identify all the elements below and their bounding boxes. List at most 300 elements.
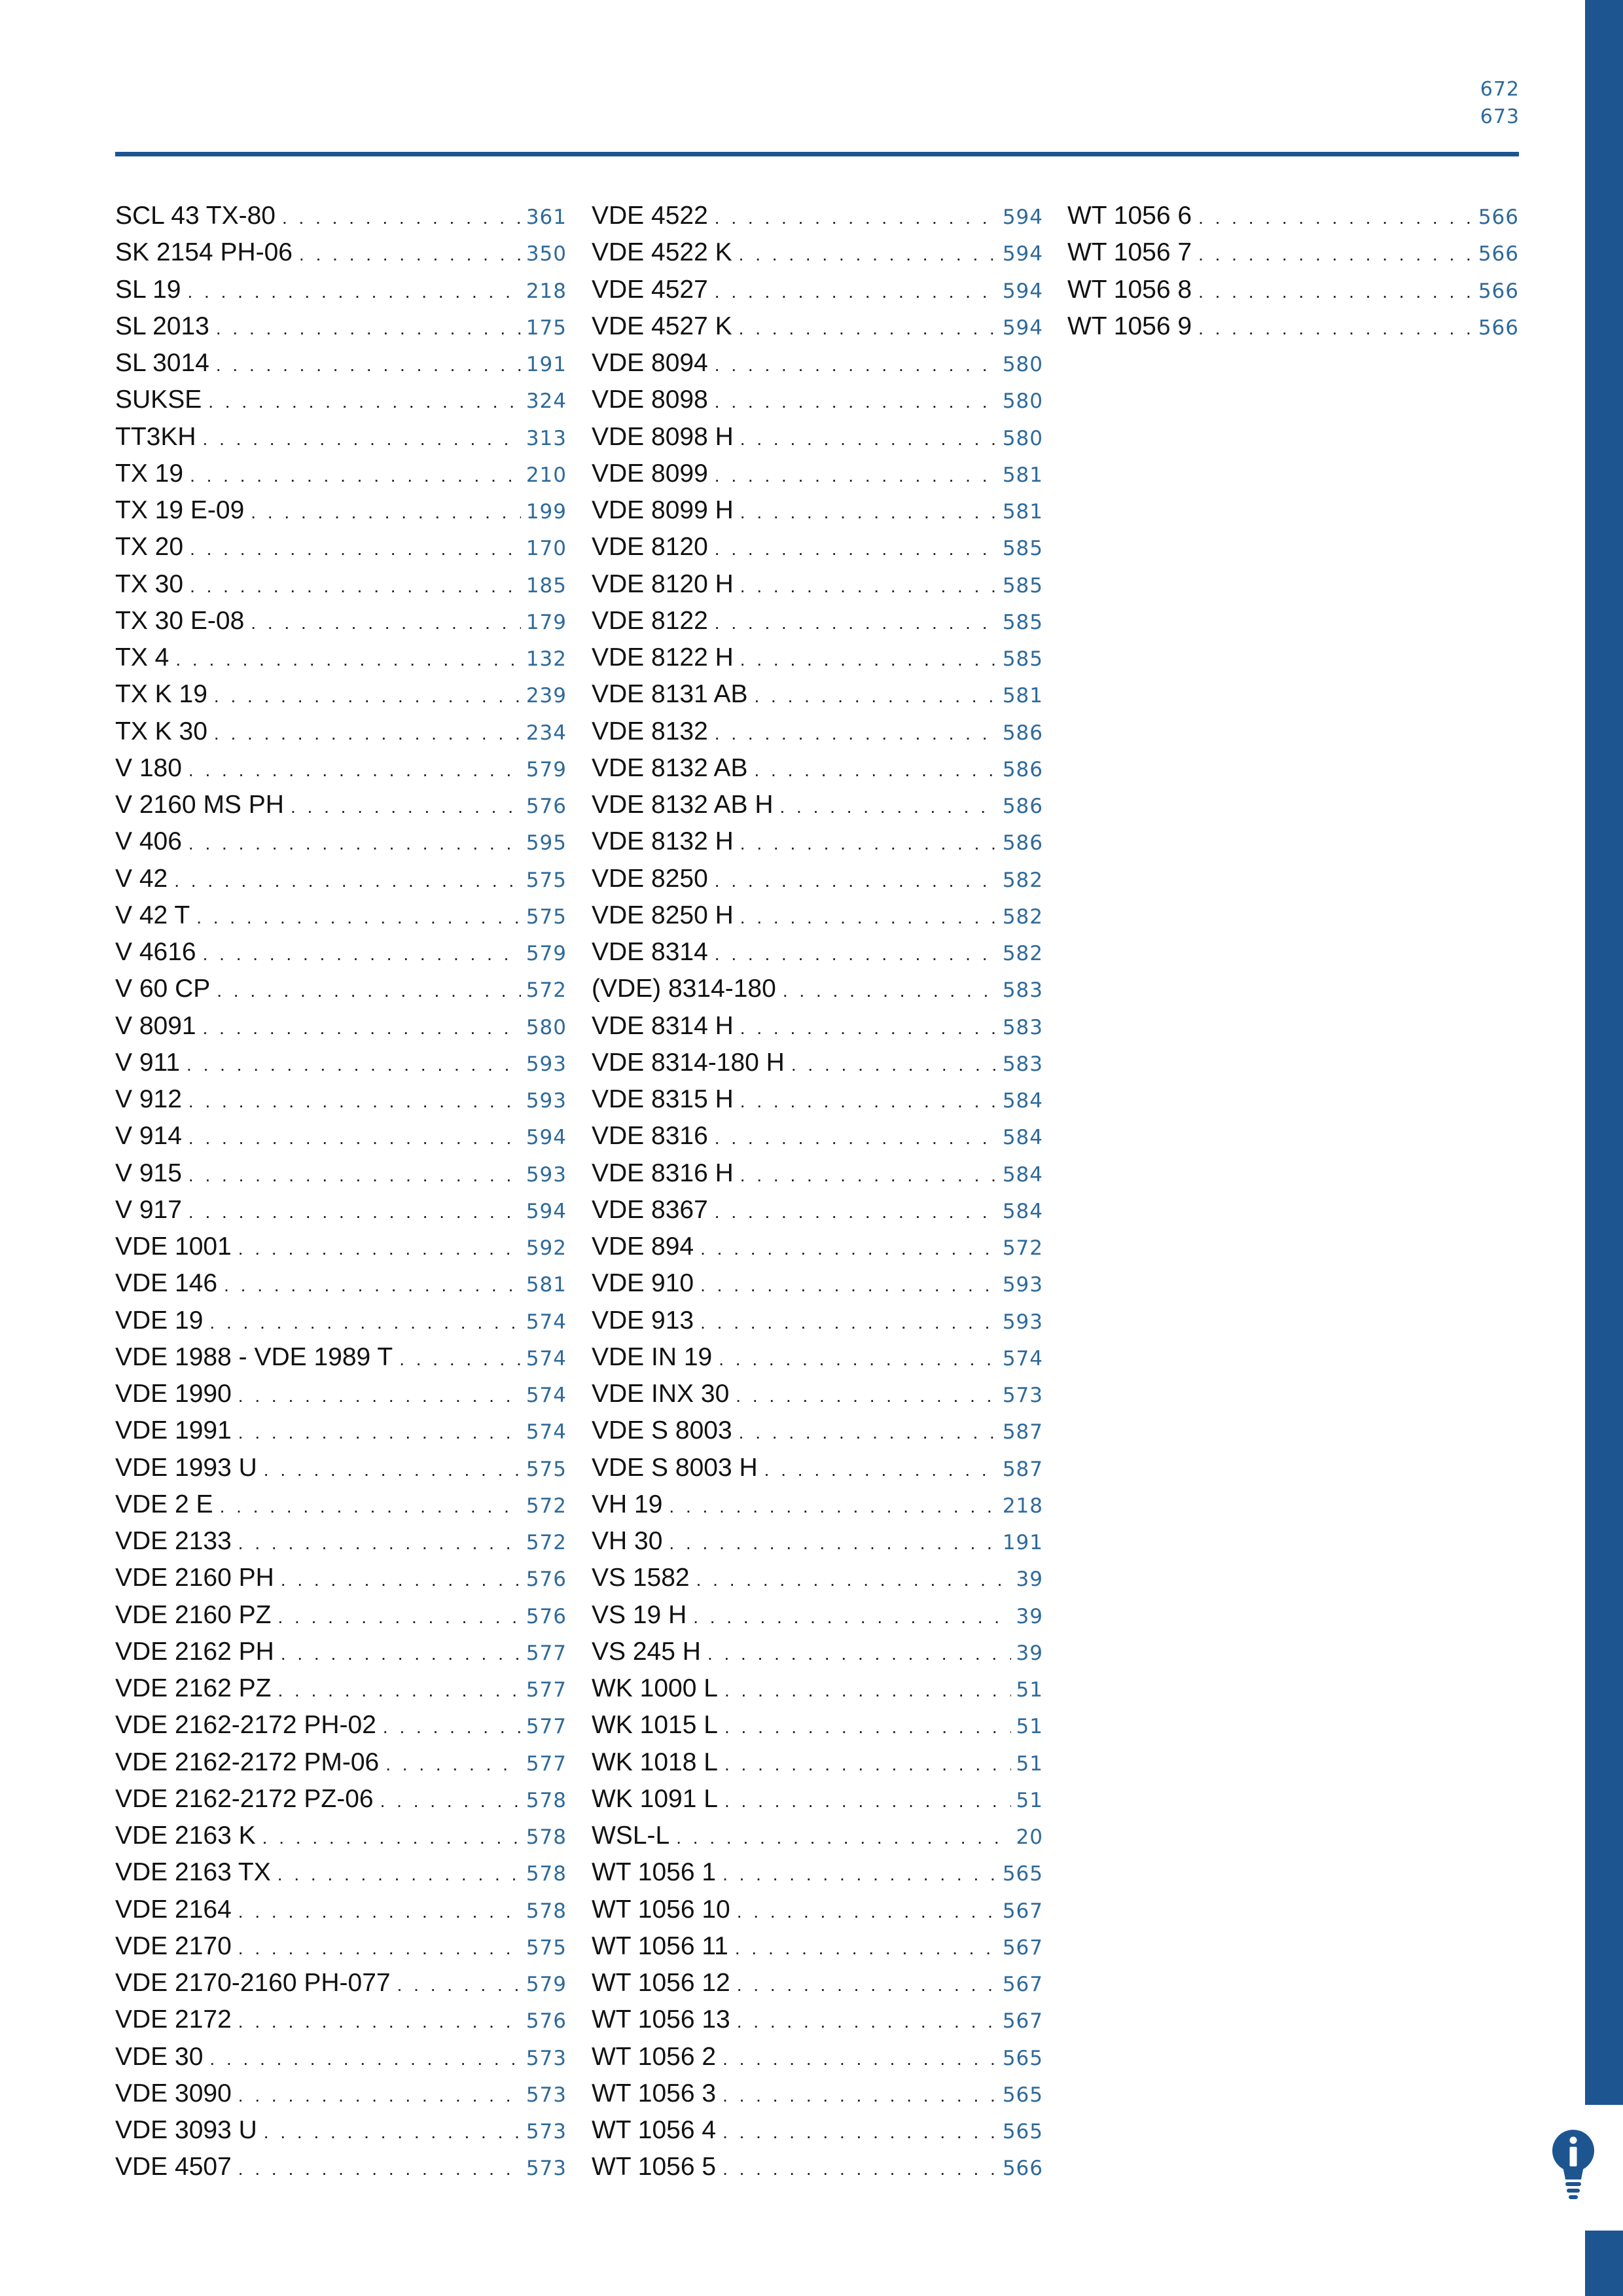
index-term: WK 1015 L — [592, 1711, 718, 1740]
index-term: VDE 1990 — [115, 1380, 232, 1408]
dot-leader — [238, 1238, 521, 1259]
dot-leader — [214, 686, 521, 707]
index-term: VDE 1993 U — [115, 1453, 257, 1482]
dot-leader — [740, 649, 997, 670]
index-page-number: 578 — [526, 1899, 567, 1923]
index-term: VDE 8132 H — [592, 827, 734, 856]
index-page-number: 594 — [1002, 315, 1043, 340]
index-entry — [115, 1416, 567, 1453]
index-page-number: 572 — [526, 1494, 567, 1518]
dot-leader — [281, 1570, 521, 1590]
index-term: V 911 — [115, 1048, 181, 1077]
index-page-number: 586 — [1002, 721, 1043, 745]
index-entry — [592, 1638, 1043, 1674]
index-page-number: 324 — [526, 389, 567, 414]
index-entry — [115, 680, 567, 717]
index-entry — [115, 1638, 567, 1674]
index-term: VDE 4522 K — [592, 238, 732, 267]
index-term: VDE 8314 H — [592, 1011, 734, 1040]
index-page-number: 577 — [526, 1678, 567, 1702]
index-entry — [592, 1306, 1043, 1343]
index-page-number: 51 — [1016, 1788, 1043, 1812]
index-term: VDE 8250 H — [592, 901, 734, 929]
index-page-number: 594 — [526, 1199, 567, 1223]
index-page-number: 175 — [526, 315, 567, 340]
index-term: TT3KH — [115, 422, 196, 451]
index-entry — [115, 1269, 567, 1306]
index-page-number: 20 — [1016, 1825, 1043, 1849]
index-term: VDE 8315 H — [592, 1085, 734, 1113]
dot-leader — [700, 1238, 997, 1259]
dot-leader — [715, 723, 997, 744]
dot-leader — [791, 1054, 997, 1075]
dot-leader — [208, 391, 521, 412]
index-page-number: 582 — [1002, 942, 1043, 965]
index-entry — [592, 202, 1043, 238]
index-page-number: 350 — [526, 242, 567, 266]
dot-leader — [264, 2122, 521, 2143]
index-entry — [115, 349, 567, 386]
index-term: VDE 8132 AB — [592, 753, 748, 782]
index-term: VDE 8316 H — [592, 1158, 734, 1187]
dot-leader — [188, 760, 521, 781]
index-entry — [592, 901, 1043, 938]
index-page-number: 578 — [526, 1788, 567, 1812]
dot-leader — [724, 1680, 1011, 1701]
dot-leader — [722, 2122, 997, 2143]
index-entry — [115, 1085, 567, 1122]
index-page-number: 218 — [1002, 1494, 1043, 1518]
index-entry — [592, 2043, 1043, 2079]
index-term: VH 19 — [592, 1490, 663, 1518]
index-entry — [592, 1674, 1043, 1711]
index-term: VDE S 8003 H — [592, 1453, 758, 1482]
index-page-number: 593 — [526, 1089, 567, 1113]
index-page-number: 575 — [526, 1457, 567, 1481]
index-entry — [592, 276, 1043, 312]
dot-leader — [238, 2011, 521, 2032]
index-page-number: 574 — [526, 1420, 567, 1444]
index-entry — [115, 865, 567, 901]
index-term: WT 1056 12 — [592, 1969, 730, 1997]
index-page-number: 579 — [526, 757, 567, 781]
index-term: VDE 2160 PH — [115, 1564, 274, 1592]
dot-leader — [1198, 281, 1473, 302]
dot-leader — [385, 1754, 521, 1775]
page-number-right: 673 — [1480, 105, 1520, 128]
dot-leader — [755, 686, 997, 707]
index-page-number: 577 — [526, 1641, 567, 1665]
dot-leader — [203, 429, 521, 450]
index-entry — [592, 2005, 1043, 2042]
index-term: TX 19 E-09 — [115, 496, 245, 524]
dot-leader — [740, 1165, 997, 1186]
index-page-number: 567 — [1002, 2009, 1043, 2034]
dot-leader — [715, 281, 997, 302]
dot-leader — [783, 980, 997, 1001]
index-term: VDE S 8003 — [592, 1416, 732, 1445]
index-term: WT 1056 6 — [1067, 202, 1192, 230]
index-term: V 2160 MS PH — [115, 791, 284, 819]
index-page-number: 170 — [526, 537, 567, 561]
dot-leader — [216, 318, 521, 339]
index-term: VDE 913 — [592, 1306, 694, 1335]
index-page-number: 567 — [1002, 1973, 1043, 1996]
dot-leader — [669, 1533, 997, 1554]
index-term: TX K 19 — [115, 680, 207, 709]
index-entry — [115, 570, 567, 607]
index-entry — [592, 1821, 1043, 1858]
index-page-number: 581 — [1002, 500, 1043, 524]
index-term: TX K 30 — [115, 717, 207, 745]
index-term: VDE 2133 — [115, 1527, 232, 1555]
dot-leader — [780, 797, 997, 817]
index-page-number: 581 — [526, 1273, 567, 1297]
index-page-number: 234 — [526, 721, 567, 745]
index-entry — [115, 1785, 567, 1821]
index-entry — [592, 1012, 1043, 1049]
dot-leader — [238, 1533, 521, 1554]
index-page-number: 574 — [1002, 1346, 1043, 1371]
index-page-number: 239 — [526, 684, 567, 708]
index-entry — [592, 423, 1043, 459]
index-term: VDE 1001 — [115, 1232, 232, 1261]
index-entry — [115, 459, 567, 496]
dot-leader — [735, 1938, 997, 1959]
index-term: V 406 — [115, 827, 182, 856]
dot-leader — [209, 2049, 520, 2070]
index-term: VS 19 H — [592, 1600, 687, 1629]
index-term: VDE 1988 - VDE 1989 T — [115, 1342, 393, 1371]
index-term: SL 19 — [115, 275, 181, 304]
index-page-number: 185 — [526, 573, 567, 598]
dot-leader — [739, 318, 997, 339]
dot-leader — [174, 870, 521, 891]
index-term: VDE 2162-2172 PZ-06 — [115, 1784, 374, 1813]
dot-leader — [238, 1386, 521, 1407]
dot-leader — [262, 1827, 521, 1848]
index-page-number: 579 — [526, 1973, 567, 1996]
index-page-number: 565 — [1002, 2083, 1043, 2107]
dot-leader — [188, 1165, 521, 1186]
index-entry — [592, 1748, 1043, 1785]
dot-leader — [724, 1791, 1011, 1812]
index-term: VDE 4527 K — [592, 312, 732, 340]
index-entry — [115, 1232, 567, 1269]
index-entry — [115, 423, 567, 459]
index-term: VDE 8314-180 H — [592, 1048, 785, 1077]
page-number-left: 672 — [1480, 78, 1520, 101]
index-page-number: 565 — [1002, 2120, 1043, 2144]
index-term: VDE 19 — [115, 1306, 204, 1335]
index-entry — [115, 2153, 567, 2189]
index-term: VDE 2163 TX — [115, 1858, 271, 1887]
index-term: VDE 2 E — [115, 1490, 213, 1518]
index-term: VS 245 H — [592, 1637, 701, 1666]
dot-leader — [755, 760, 997, 781]
dot-leader — [203, 944, 521, 965]
index-entry — [592, 754, 1043, 791]
dot-leader — [238, 2085, 521, 2106]
index-term: VDE 146 — [115, 1269, 218, 1298]
index-term: WK 1018 L — [592, 1748, 718, 1776]
index-term: VDE 2172 — [115, 2005, 232, 2034]
dot-leader — [722, 2085, 997, 2106]
index-page-number: 593 — [1002, 1273, 1043, 1297]
dot-leader — [190, 465, 521, 486]
dot-leader — [277, 1680, 520, 1701]
dot-leader — [739, 244, 997, 265]
index-page-number: 567 — [1002, 1935, 1043, 1960]
index-term: WT 1056 4 — [592, 2116, 717, 2144]
index-term: VDE 4527 — [592, 275, 708, 304]
index-page-number: 132 — [526, 647, 567, 671]
dot-leader — [715, 1202, 997, 1223]
index-page-number: 582 — [1002, 905, 1043, 929]
dot-leader — [399, 1349, 521, 1370]
index-page-number: 361 — [526, 206, 567, 229]
index-entry — [592, 1711, 1043, 1748]
index-page-number: 575 — [526, 1935, 567, 1960]
dot-leader — [715, 207, 997, 228]
index-page-number: 566 — [1478, 315, 1519, 340]
index-entry — [592, 1785, 1043, 1821]
index-page-number: 51 — [1016, 1715, 1043, 1739]
dot-leader — [722, 1864, 997, 1885]
index-term: WT 1056 10 — [592, 1895, 730, 1924]
index-term: VDE 8098 — [592, 386, 708, 414]
index-page-number: 586 — [1002, 757, 1043, 781]
index-entry — [115, 1858, 567, 1895]
dot-leader — [740, 576, 997, 597]
index-page-number: 584 — [1002, 1162, 1043, 1187]
dot-leader — [188, 1202, 521, 1223]
index-page-number: 572 — [526, 1531, 567, 1554]
index-entry — [115, 1159, 567, 1196]
dot-leader — [299, 244, 521, 265]
index-page-number: 587 — [1002, 1457, 1043, 1481]
index-term: WT 1056 7 — [1067, 238, 1192, 267]
index-entry — [115, 2079, 567, 2116]
index-term: VDE 8094 — [592, 349, 708, 377]
index-page-number: 39 — [1016, 1604, 1043, 1628]
dot-leader — [397, 1975, 521, 1996]
index-term: TX 20 — [115, 533, 184, 562]
dot-leader — [722, 2159, 997, 2179]
dot-leader — [380, 1791, 521, 1812]
index-entry — [592, 1932, 1043, 1969]
index-page-number: 566 — [1478, 242, 1519, 266]
index-entry — [1067, 312, 1519, 349]
index-entry — [115, 1932, 567, 1969]
index-term: WT 1056 5 — [592, 2153, 717, 2181]
dot-leader — [203, 1018, 521, 1039]
index-term: V 917 — [115, 1195, 182, 1224]
index-entry — [115, 238, 567, 275]
index-entry — [592, 1232, 1043, 1269]
dot-leader — [740, 1018, 997, 1039]
dot-leader — [724, 1754, 1011, 1775]
index-page-number: 585 — [1002, 537, 1043, 561]
index-page-number: 593 — [526, 1052, 567, 1076]
index-page-number: 584 — [1002, 1126, 1043, 1150]
index-term: V 60 CP — [115, 975, 211, 1003]
dot-leader — [715, 355, 997, 376]
index-term: WK 1091 L — [592, 1784, 718, 1813]
index-page-number: 191 — [1002, 1531, 1043, 1554]
dot-leader — [187, 281, 520, 302]
index-term: VDE 8122 H — [592, 643, 734, 672]
index-term: VDE 8099 H — [592, 496, 734, 524]
index-entry — [592, 1454, 1043, 1490]
index-entry — [592, 791, 1043, 827]
index-term: WT 1056 2 — [592, 2042, 717, 2071]
index-entry — [115, 1821, 567, 1858]
dot-leader — [669, 1496, 997, 1517]
dot-leader — [277, 1607, 520, 1628]
index-term: VDE 8122 — [592, 606, 708, 635]
index-term: TX 19 — [115, 459, 184, 488]
index-entry — [592, 459, 1043, 496]
index-entry — [592, 717, 1043, 754]
index-page-number: 579 — [526, 942, 567, 965]
index-page-number: 51 — [1016, 1751, 1043, 1776]
index-entry — [592, 1085, 1043, 1122]
index-entry — [115, 2116, 567, 2153]
index-page-number: 210 — [526, 463, 567, 487]
index-page-number: 578 — [526, 1862, 567, 1886]
index-column-3 — [1067, 202, 1519, 349]
index-entry — [115, 1711, 567, 1748]
index-column-1 — [115, 202, 567, 2190]
index-page-number: 593 — [1002, 1310, 1043, 1334]
index-page-number: 586 — [1002, 795, 1043, 818]
info-bulb-icon — [1548, 2128, 1598, 2202]
dot-leader — [737, 1975, 997, 1996]
index-term: WK 1000 L — [592, 1674, 718, 1702]
dot-leader — [740, 429, 997, 450]
dot-leader — [238, 1938, 521, 1959]
dot-leader — [740, 907, 997, 928]
index-entry — [592, 2153, 1043, 2189]
index-entry — [115, 1564, 567, 1600]
index-page-number: 594 — [526, 1126, 567, 1150]
index-entry — [115, 1122, 567, 1158]
index-entry — [592, 386, 1043, 422]
index-page-number: 593 — [526, 1162, 567, 1187]
index-page-number: 576 — [526, 1604, 567, 1628]
index-entry — [115, 1895, 567, 1932]
index-entry — [592, 1196, 1043, 1232]
index-entry — [592, 1122, 1043, 1158]
index-page-number: 573 — [526, 2083, 567, 2107]
index-term: V 912 — [115, 1085, 182, 1113]
dot-leader — [740, 1091, 997, 1112]
index-entry — [592, 680, 1043, 717]
index-entry — [592, 570, 1043, 607]
index-term: SCL 43 TX-80 — [115, 202, 276, 230]
dot-leader — [238, 2159, 521, 2179]
index-page-number: 51 — [1016, 1678, 1043, 1702]
index-entry — [115, 1012, 567, 1049]
index-entry — [115, 1454, 567, 1490]
index-term: VS 1582 — [592, 1564, 690, 1592]
index-term: WSL-L — [592, 1821, 670, 1850]
index-term: VDE 2162-2172 PH-02 — [115, 1711, 376, 1740]
index-page-number: 39 — [1016, 1568, 1043, 1592]
index-entry — [592, 1490, 1043, 1527]
index-page-number: 585 — [1002, 610, 1043, 634]
dot-leader — [715, 1128, 997, 1149]
index-entry — [115, 1343, 567, 1380]
dot-leader — [238, 1422, 521, 1443]
index-page-number: 585 — [1002, 573, 1043, 598]
index-entry — [592, 533, 1043, 569]
index-page-number: 575 — [526, 905, 567, 929]
index-term: VDE 8131 AB — [592, 680, 748, 709]
dot-leader — [190, 539, 521, 560]
index-entry — [592, 2079, 1043, 2116]
index-entry — [115, 1674, 567, 1711]
index-page-number: 573 — [526, 2120, 567, 2144]
dot-leader — [190, 576, 521, 597]
index-term: VDE 8314 — [592, 938, 708, 966]
index-entry — [592, 238, 1043, 275]
index-page-number: 578 — [526, 1825, 567, 1849]
index-term: VDE 2160 PZ — [115, 1600, 272, 1629]
dot-leader — [196, 907, 521, 928]
dot-leader — [700, 1312, 997, 1333]
index-term: VDE INX 30 — [592, 1380, 730, 1408]
dot-leader — [737, 2011, 997, 2032]
index-page-number: 594 — [1002, 279, 1043, 303]
dot-leader — [724, 1717, 1011, 1738]
index-page-number: 583 — [1002, 978, 1043, 1003]
dot-leader — [1198, 318, 1473, 339]
index-entry — [592, 1049, 1043, 1085]
index-entry — [115, 312, 567, 349]
index-term: V 4616 — [115, 938, 196, 966]
index-entry — [592, 1416, 1043, 1453]
index-page-number: 583 — [1002, 1015, 1043, 1039]
index-entry — [115, 975, 567, 1011]
index-page-number: 313 — [526, 426, 567, 450]
index-entry — [115, 1527, 567, 1564]
index-entry — [1067, 276, 1519, 312]
index-page-number: 580 — [1002, 389, 1043, 414]
index-term: WT 1056 11 — [592, 1931, 728, 1960]
index-term: VDE 2170 — [115, 1931, 232, 1960]
index-term: (VDE) 8314-180 — [592, 975, 776, 1003]
index-page-number: 566 — [1002, 2157, 1043, 2181]
index-entry — [115, 1380, 567, 1416]
index-entry — [592, 349, 1043, 386]
index-entry — [115, 938, 567, 975]
index-term: VDE 30 — [115, 2042, 204, 2071]
index-page-number: 577 — [526, 1715, 567, 1739]
dot-leader — [187, 1054, 521, 1075]
index-entry — [115, 1196, 567, 1232]
index-page-number: 594 — [1002, 206, 1043, 229]
dot-leader — [1198, 207, 1473, 228]
dot-leader — [715, 613, 997, 634]
index-term: VDE 8316 — [592, 1122, 708, 1151]
index-term: VDE 4507 — [115, 2153, 232, 2181]
dot-leader — [740, 502, 997, 523]
index-term: VDE 8120 — [592, 533, 708, 562]
index-page-number: 191 — [526, 353, 567, 376]
dot-leader — [740, 833, 997, 854]
